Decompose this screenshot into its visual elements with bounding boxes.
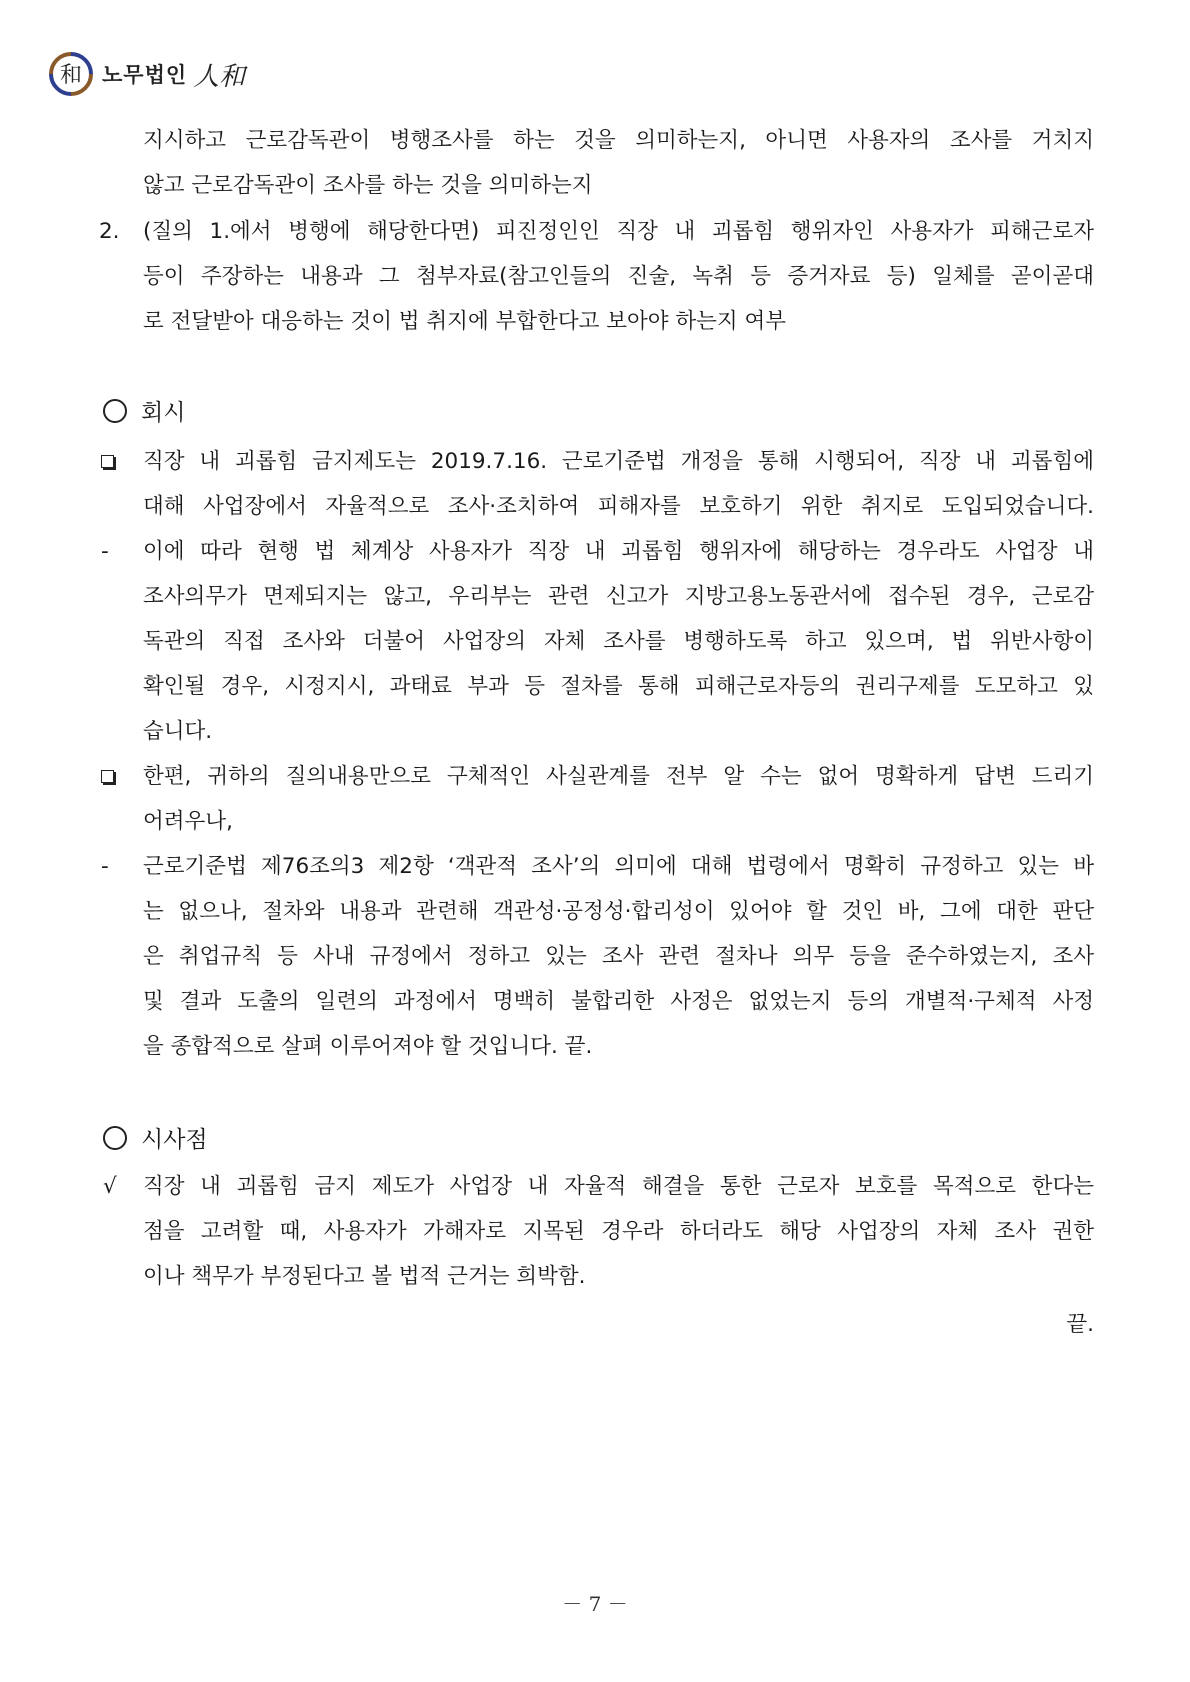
square-bullet-icon	[101, 447, 114, 477]
body-line-22: 이나 책무가 부정된다고 볼 법적 근거는 희박함.	[143, 1264, 586, 1289]
body-line-1: 지시하고 근로감독관이 병행조사를 하는 것을 의미하는지, 아니면 사용자의 조사를 거치지	[143, 128, 1094, 153]
dash-bullet: -	[101, 854, 109, 879]
page-number: － 7 －	[562, 1592, 628, 1616]
heading-implications-text: 시사점	[141, 1127, 208, 1153]
section-heading-implications	[103, 1124, 208, 1156]
end-mark: 끝.	[1066, 1312, 1094, 1337]
circle-bullet-icon	[103, 399, 127, 423]
body-line-18: 및 결과 도출의 일련의 과정에서 명백히 불합리한 사정은 없었는지 등의 개별적·구체적 사정	[143, 989, 1094, 1014]
body-line-8: 이에 따라 현행 법 체계상 사용자가 직장 내 괴롭힘 행위자에 해당하는 경우라도 사업장 내	[143, 539, 1094, 564]
square-bullet-icon	[101, 762, 114, 792]
section-heading-reply	[103, 397, 185, 429]
logo-hanja-glyph: 和	[59, 63, 83, 88]
body-line-5: 로 전달받아 대응하는 것이 법 취지에 부합한다고 보아야 하는지 여부	[143, 309, 787, 334]
circle-bullet-icon	[103, 1126, 127, 1150]
body-line-13: 한편, 귀하의 질의내용만으로 구체적인 사실관계를 전부 알 수는 없어 명확하게 답변 드리기	[143, 764, 1094, 789]
body-line-15: 근로기준법 제76조의3 제2항 ‘객관적 조사’의 의미에 대해 법령에서 명확히 규정하고 있는 바	[143, 854, 1094, 879]
body-line-19: 을 종합적으로 살펴 이루어져야 할 것입니다. 끝.	[143, 1034, 593, 1059]
list-number-2: 2.	[99, 219, 120, 244]
firm-hanja: 人和	[193, 61, 246, 92]
body-line-10: 독관의 직접 조사와 더불어 사업장의 자체 조사를 병행하도록 하고 있으며, 법 위반사항이	[143, 629, 1094, 654]
body-line-4: 등이 주장하는 내용과 그 첨부자료(참고인들의 진술, 녹취 등 증거자료 등) 일체를 곧이곧대	[143, 264, 1094, 289]
check-bullet: √	[103, 1174, 117, 1199]
body-line-20: 직장 내 괴롭힘 금지 제도가 사업장 내 자율적 해결을 통한 근로자 보호를 목적으로 한다는	[143, 1174, 1094, 1199]
body-line-16: 는 없으나, 절차와 내용과 관련해 객관성·공정성·합리성이 있어야 할 것인 바, 그에 대한 판단	[143, 899, 1094, 924]
dash-bullet: -	[101, 539, 109, 564]
body-line-3: (질의 1.에서 병행에 해당한다면) 피진정인인 직장 내 괴롭힘 행위자인 사용자가 피해근로자	[143, 219, 1094, 244]
heading-reply-text: 회시	[141, 400, 186, 426]
firm-logo-mark-icon	[48, 51, 94, 97]
body-line-12: 습니다.	[143, 719, 213, 744]
body-line-7: 대해 사업장에서 자율적으로 조사·조치하여 피해자를 보호하기 위한 취지로 도입되었습니다.	[143, 494, 1094, 519]
body-line-21: 점을 고려할 때, 사용자가 가해자로 지목된 경우라 하더라도 해당 사업장의 자체 조사 권한	[143, 1219, 1094, 1244]
body-line-9: 조사의무가 면제되지는 않고, 우리부는 관련 신고가 지방고용노동관서에 접수된 경우, 근로감	[143, 584, 1094, 609]
body-line-11: 확인될 경우, 시정지시, 과태료 부과 등 절차를 통해 피해근로자등의 권리구제를 도모하고 있	[143, 674, 1094, 699]
body-line-6: 직장 내 괴롭힘 금지제도는 2019.7.16. 근로기준법 개정을 통해 시행되어, 직장 내 괴롭힘에	[143, 449, 1094, 474]
body-line-2: 않고 근로감독관이 조사를 하는 것을 의미하는지	[143, 173, 593, 198]
body-line-14: 어려우나,	[143, 809, 233, 834]
firm-name: 노무법인	[102, 63, 188, 87]
body-line-17: 은 취업규칙 등 사내 규정에서 정하고 있는 조사 관련 절차나 의무 등을 준수하였는지, 조사	[143, 944, 1094, 969]
firm-logo	[48, 50, 245, 98]
